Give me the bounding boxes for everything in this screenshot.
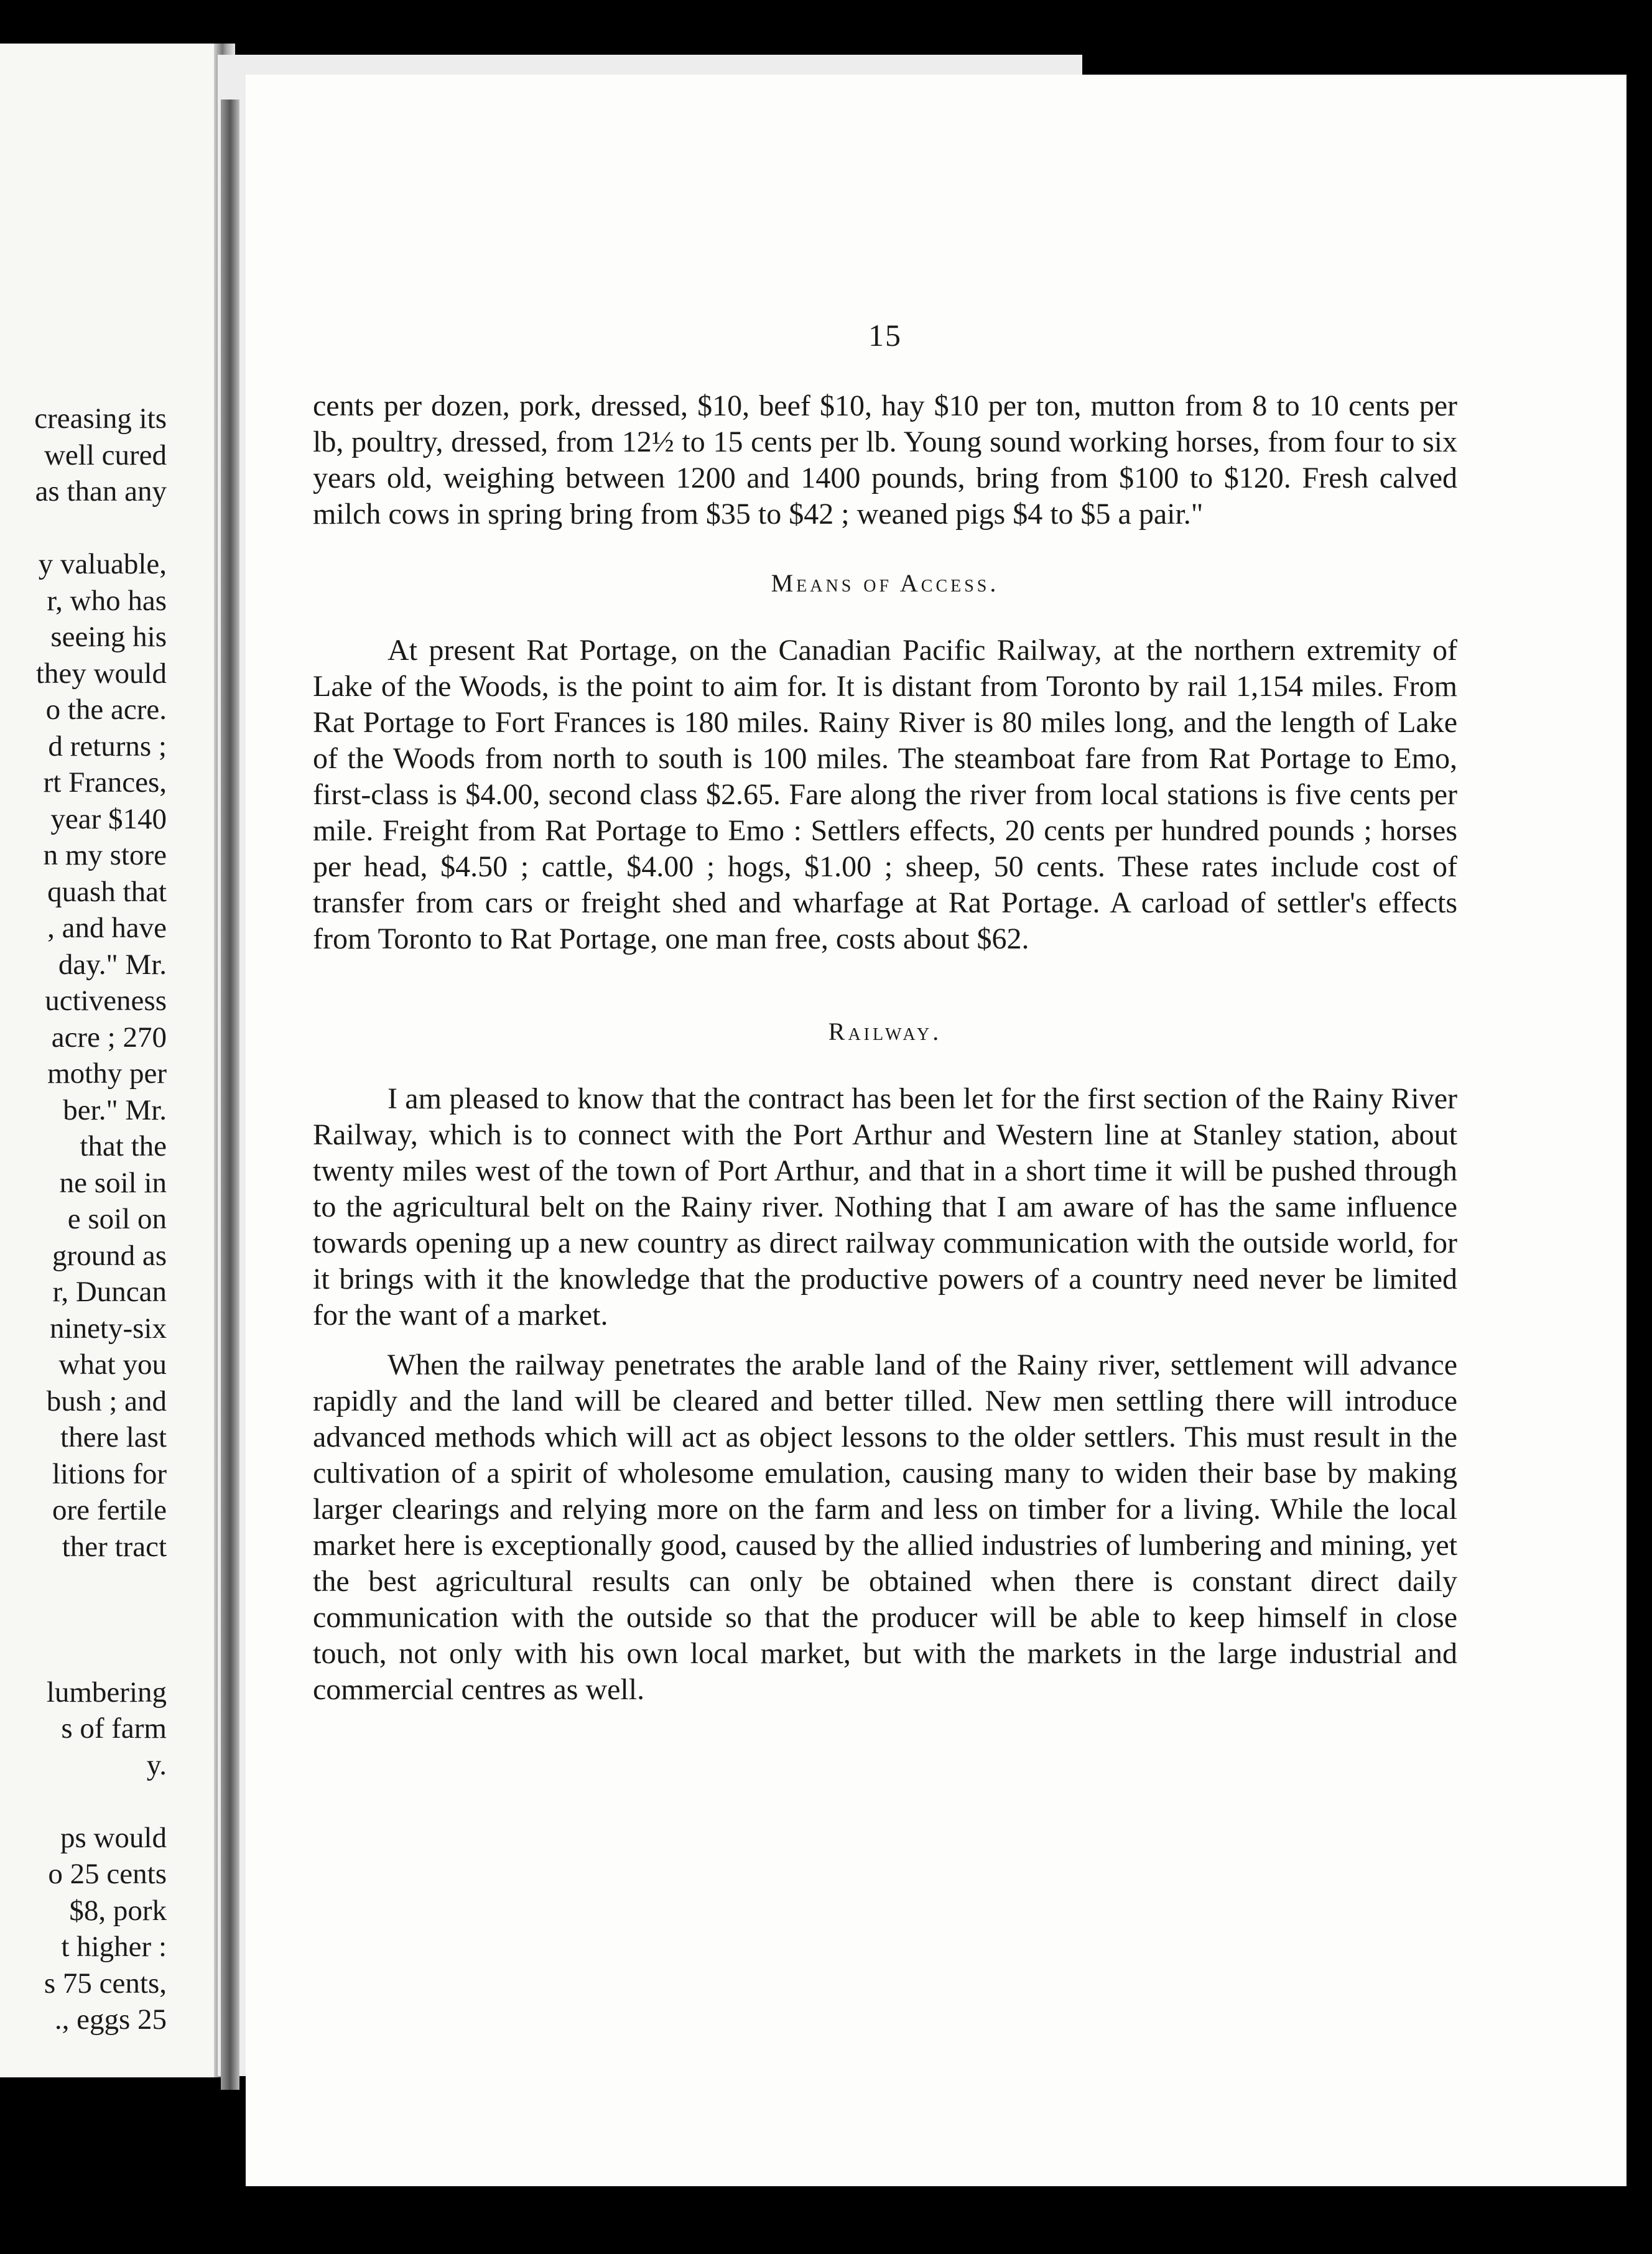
left-page-line: day." Mr.	[58, 948, 167, 981]
left-page-line: ninety-six	[50, 1312, 167, 1345]
left-page-line: ps would	[60, 1821, 167, 1854]
left-page-line: s of farm	[61, 1712, 167, 1745]
left-page-line: o the acre.	[45, 693, 167, 726]
access-paragraph: At present Rat Portage, on the Canadian Pacific Railway, at the northern extremity of Lake of the Woods, is the point to aim for. It is distant from Toronto by rail 1,154 miles. From Rat Portage to Fort Frances is 180 miles. Rainy River is 80 miles long, and the length of Lake of the Woods from north to south is 100 miles. The steamboat fare from Rat Portage to Emo, first-class is $4.00, second class $2.65. Fare along the river from local stations is five cents per mile. Freight from Rat Portage to Emo : Settlers effects, 20 cents per hundred pounds ; horses per head, $4.50 ; cattle, $4.00 ; hogs, $1.00 ; sheep, 50 cents. These rates include cost of transfer from cars or freight shed and wharfage at Rat Portage. A carload of settler's effects from Toronto to Rat Portage, one man free, costs about $62.	[313, 634, 1457, 955]
left-page-line: there last	[60, 1421, 167, 1454]
left-page-line: e soil on	[67, 1203, 167, 1235]
left-page-line: ther tract	[62, 1530, 167, 1563]
railway-paragraph-1: I am pleased to know that the contract has been let for the first section of the Rainy River Railway, which is to connect with the Port Arthur and Western line at Stanley station, about twenty miles west of the town of Port Arthur, and that in a short time it will be pushed through to the agricultural belt on the Rainy river. Nothing that I am aware of has the same influence towards opening up a new country as direct railway communication with the outside world, for it brings with it the knowledge that the productive powers of a country need never be limited for the want of a market.	[313, 1082, 1457, 1332]
left-page-line: r, who has	[47, 584, 167, 617]
railway-paragraph-2: When the railway penetrates the arable land of the Rainy river, settlement will advance rapidly and the land will be cleared and better tilled. New men settling there will introduce advanced methods which will act as object lessons to the older settlers. This must result in the cultivation of a spirit of wholesome emulation, causing many to widen their base by making larger clearings and relying more on the farm and less on timber for a living. While the local market here is exceptionally good, caused by the allied industries of lumbering and mining, yet the best agricultural results can only be obtained when there is constant direct daily communication with the outside so that the producer will be able to keep himself in close touch, not only with his own local market, but with the markets in the large industrial and commercial centres as well.	[313, 1348, 1457, 1706]
left-page-line	[0, 510, 167, 547]
left-page-line: bush ; and	[46, 1384, 167, 1417]
left-page-line: t higher :	[61, 1931, 167, 1963]
heading-means-of-access: Means of Access.	[771, 569, 1000, 597]
left-page-line: n my store	[43, 839, 167, 871]
left-page-line: $8, pork	[69, 1894, 167, 1927]
left-page-line: litions for	[52, 1457, 167, 1490]
page-content	[313, 317, 1457, 1708]
left-page-line: mothy per	[47, 1057, 167, 1090]
left-page-line: y.	[146, 1748, 167, 1781]
left-page-line: what you	[58, 1348, 167, 1381]
left-page-line: , and have	[47, 912, 167, 944]
left-page-line: o 25 cents	[48, 1858, 167, 1890]
left-page-line: year $140	[50, 802, 167, 835]
left-page-line: as than any	[35, 475, 167, 508]
left-page-line	[0, 1783, 167, 1820]
left-page-line: ., eggs 25	[54, 2003, 167, 2036]
page-spine-shadow	[221, 100, 239, 2090]
left-page-line: uctiveness	[45, 985, 167, 1017]
left-page-line: ground as	[52, 1239, 167, 1272]
left-page-line: seeing his	[50, 621, 167, 653]
left-page-line: well cured	[44, 438, 167, 471]
left-page-line	[0, 1602, 167, 1638]
page-number: 15	[868, 318, 902, 353]
left-page-line: s 75 cents,	[44, 1967, 167, 2000]
left-page-line: y valuable,	[38, 548, 167, 580]
main-page	[246, 75, 1626, 2186]
left-page-line: acre ; 270	[51, 1021, 167, 1054]
left-page-line: that the	[80, 1130, 167, 1162]
left-page-line: ne soil in	[59, 1166, 167, 1199]
left-page-line: r, Duncan	[52, 1276, 167, 1308]
left-page-line: lumbering	[46, 1676, 167, 1709]
intro-paragraph: cents per dozen, pork, dressed, $10, beef $10, hay $10 per ton, mutton from 8 to 10 cents per lb, poultry, dressed, from 12½ to 15 cents per lb. Young sound working horses, from four to six years old, weighing between 1200 and 1400 pounds, bring from $100 to $120. Fresh calved milch cows in spring bring from $35 to $42 ; weaned pigs $4 to $5 a pair."	[313, 389, 1457, 531]
left-page-line: rt Frances,	[43, 766, 167, 799]
left-page-line: creasing its	[34, 402, 167, 435]
left-page-text-column	[0, 401, 167, 2038]
left-page-line: d returns ;	[48, 730, 167, 763]
left-page-fragment	[0, 44, 235, 2077]
left-page-line: they would	[35, 657, 167, 690]
heading-railway: Railway.	[828, 1018, 942, 1046]
left-page-line: ore fertile	[52, 1494, 167, 1526]
left-page-line: quash that	[47, 875, 167, 908]
left-page-line	[0, 1565, 167, 1602]
left-page-line	[0, 1638, 167, 1674]
left-page-line: ber." Mr.	[63, 1093, 167, 1126]
